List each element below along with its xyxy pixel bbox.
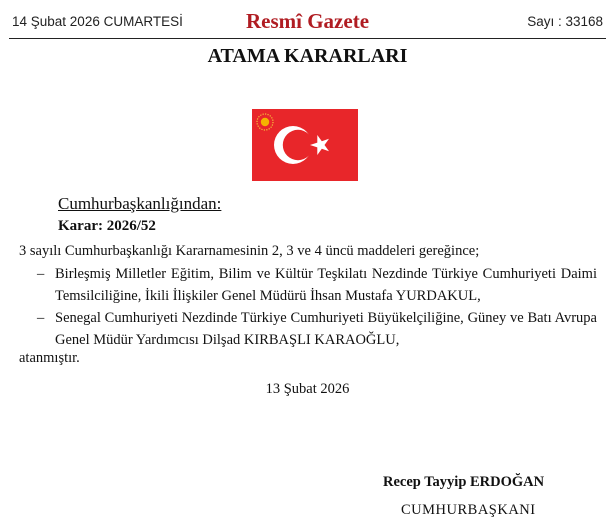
page-title: ATAMA KARARLARI <box>207 45 408 67</box>
decision-date: 13 Şubat 2026 <box>265 381 350 397</box>
gazette-brand: Resmî Gazete <box>245 9 370 33</box>
header-divider <box>9 38 606 39</box>
list-dash: – <box>37 310 45 326</box>
signatory-title: CUMHURBAŞKANI <box>401 502 536 518</box>
list-item <box>37 307 597 351</box>
list-dash: – <box>37 266 45 282</box>
issue-number: Sayı : 33168 <box>527 14 603 29</box>
list-item-text: Birleşmiş Milletler Eğitim, Bilim ve Kültür Teşkilatı Nezdinde Türkiye Cumhuriyeti Daimi Temsilciliğine, İkili İlişkiler Genel Müdürü İhsan Mustafa YURDAKUL, <box>55 266 597 304</box>
issuer: Cumhurbaşkanlığından: <box>58 194 222 213</box>
closing-text: atanmıştır. <box>19 350 80 366</box>
decision-number: Karar: 2026/52 <box>58 218 156 234</box>
turkish-flag-icon <box>252 109 358 181</box>
header-date: 14 Şubat 2026 CUMARTESİ <box>12 14 183 29</box>
signatory-name: Recep Tayyip ERDOĞAN <box>383 474 545 490</box>
list-item <box>37 263 597 307</box>
intro-text: 3 sayılı Cumhurbaşkanlığı Kararnamesinin 2, 3 ve 4 üncü maddeleri gereğince; <box>19 243 480 259</box>
list-item-text: Senegal Cumhuriyeti Nezdinde Türkiye Cumhuriyeti Büyükelçiliğine, Güney ve Batı Avrupa Genel Müdür Yardımcısı Dilşad KIRBAŞLI KARAOĞLU, <box>55 310 597 348</box>
